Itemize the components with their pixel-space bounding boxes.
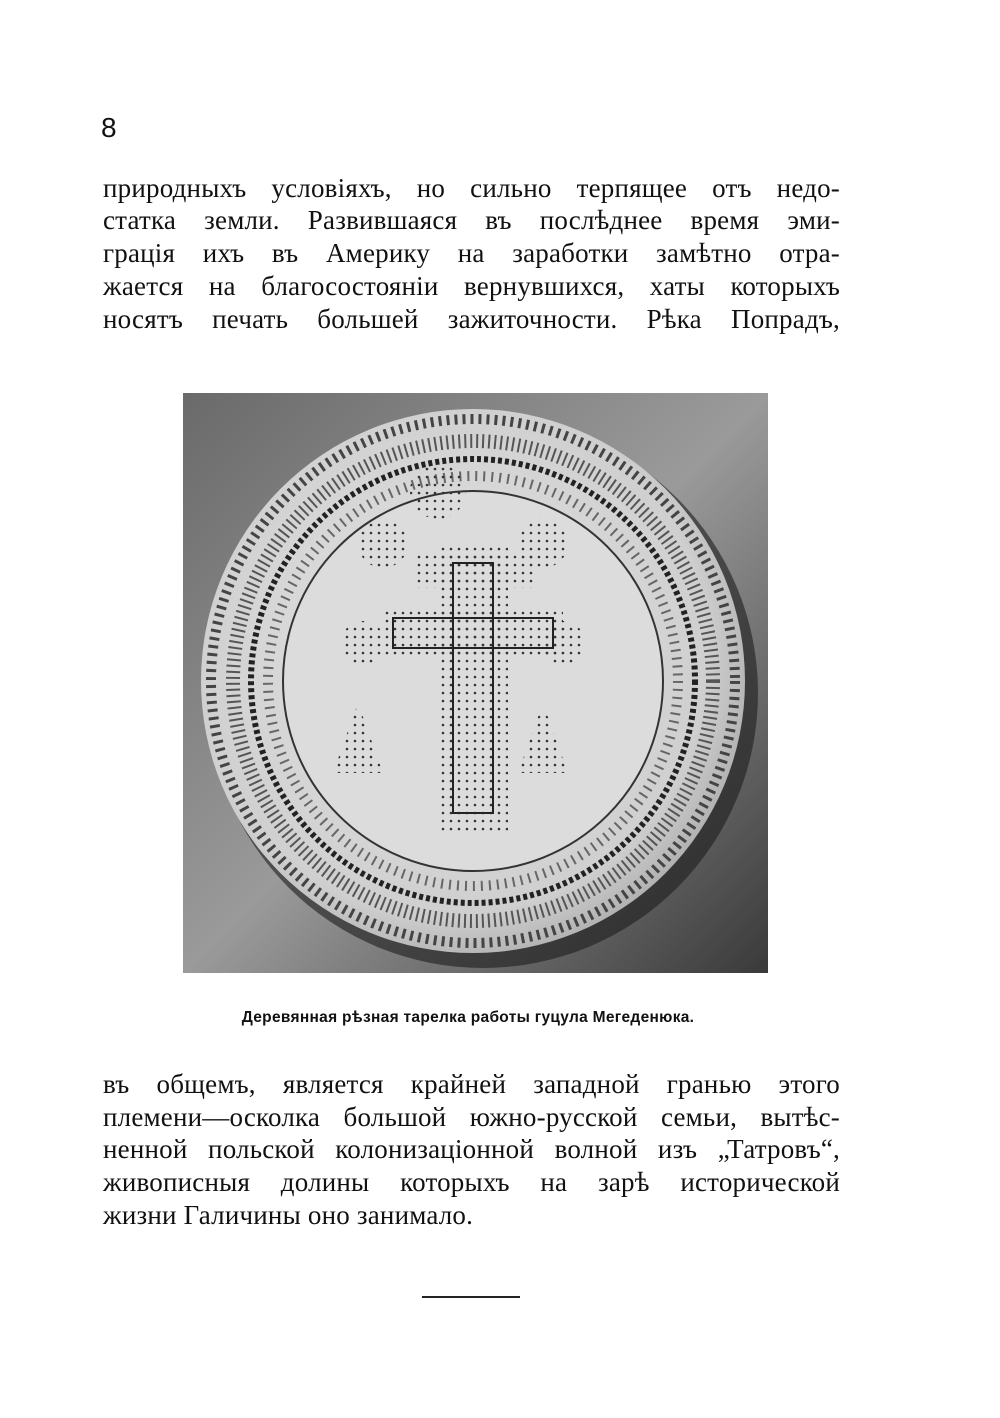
page-number: 8 (101, 112, 117, 143)
text-line: живописныя долины которыхъ на зарѣ исторической (103, 1167, 840, 1197)
text-line: природныхъ условіяхъ, но сильно терпящее отъ недо- (103, 173, 840, 203)
text-line: статка земли. Развившаяся въ послѣднее время эми- (103, 205, 840, 235)
text-line: ненной польской колонизаціонной волной изъ „Татровъ“, (103, 1134, 840, 1164)
text-line: грація ихъ въ Америку на заработки замѣтно отра- (103, 238, 840, 268)
text-line: жизни Галичины оно занимало. (103, 1200, 474, 1230)
text-line: въ общемъ, является крайней западной гранью этого (103, 1069, 840, 1099)
section-end-rule (422, 1296, 520, 1298)
text-line: племени—осколка большой южно-русской семьи, вытѣс- (103, 1102, 840, 1132)
text-line: жается на благосостояніи вернувшихся, хаты которыхъ (103, 271, 840, 301)
figure-caption: Деревянная рѣзная тарелка работы гуцула Мегеденюка. (241, 1009, 695, 1026)
carved-plate-photo (183, 393, 768, 973)
text-line: носятъ печать большей зажиточности. Рѣка Попрадъ, (103, 304, 840, 334)
